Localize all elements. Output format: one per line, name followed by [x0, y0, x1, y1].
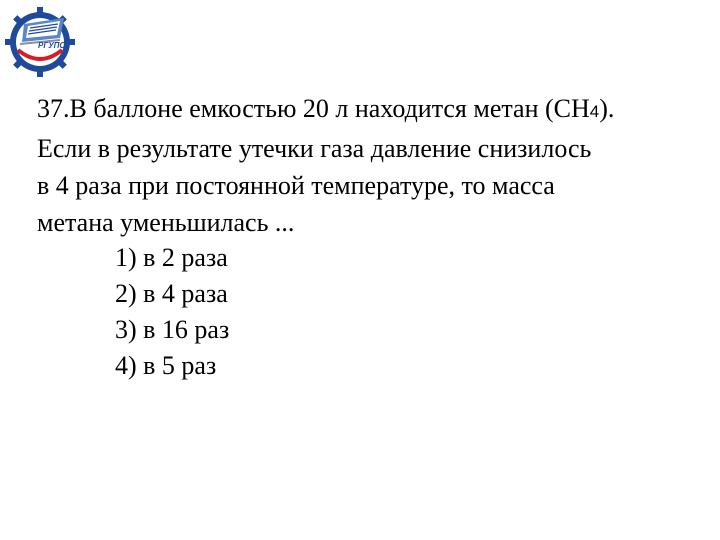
answer-option: 3) в 16 раз [115, 315, 230, 344]
question-line [37, 90, 697, 130]
question-line: метана уменьшилась ... [37, 208, 295, 237]
question-line: в 4 раза при постоянной температуре, то масса [37, 171, 555, 200]
answer-options [115, 240, 229, 384]
svg-text:РГУПС: РГУПС [38, 41, 66, 50]
answer-option: 1) в 2 раза [115, 243, 228, 272]
answer-option: 2) в 4 раза [115, 279, 228, 308]
formula-subscript: 4 [589, 102, 600, 121]
question-line-text: ). [599, 94, 615, 123]
answer-option: 4) в 5 раз [115, 351, 217, 380]
university-logo-icon [2, 4, 78, 80]
question-line: Если в результате утечки газа давление снизилось [37, 134, 592, 163]
question-text [37, 90, 697, 241]
question-line-text: 37.В баллоне емкостью 20 л находится метан (CH [37, 94, 590, 123]
